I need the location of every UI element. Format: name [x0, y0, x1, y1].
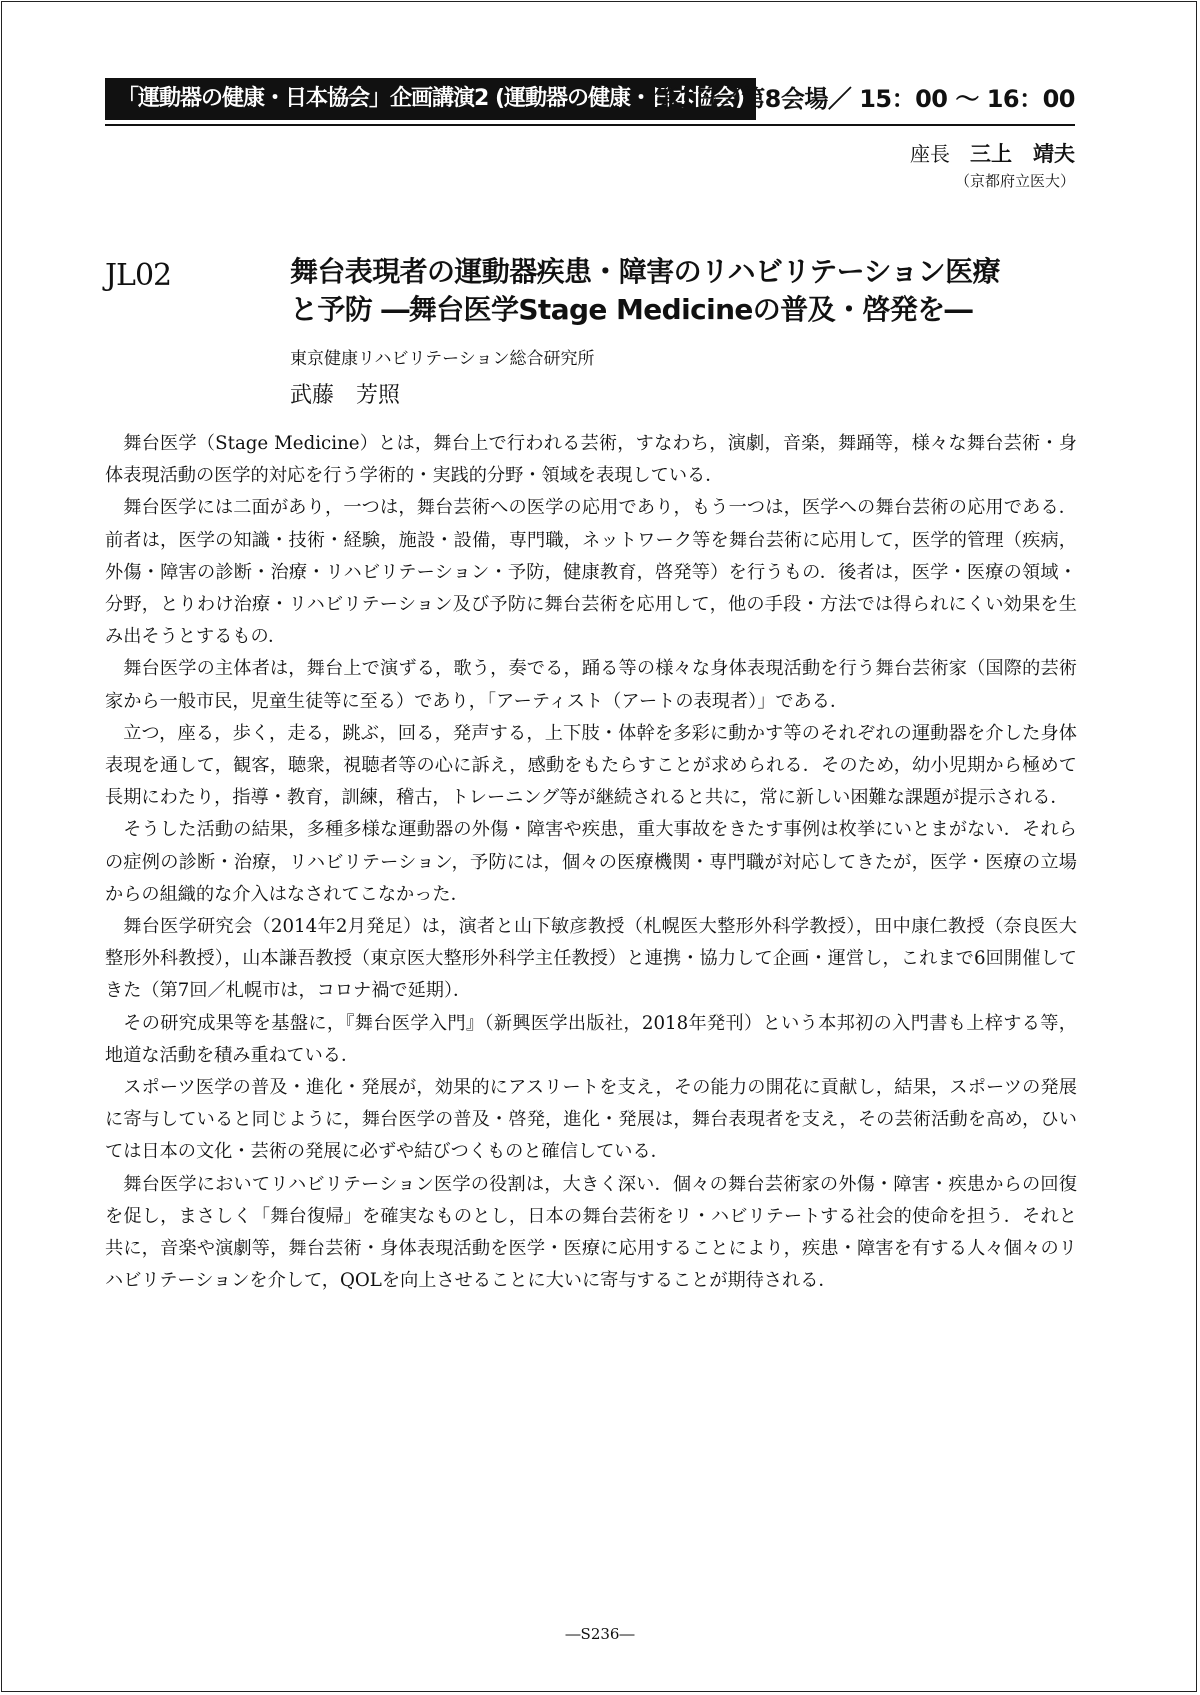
- lecture-title: [290, 253, 1080, 329]
- chair-line: [910, 138, 1075, 168]
- author-affiliation: 東京健康リハビリテーション総合研究所: [290, 349, 595, 369]
- body-paragraph: 舞台医学の主体者は，舞台上で演ずる，歌う，奏でる，踊る等の様々な身体表現活動を行う舞台芸術家（国際的芸術家から一般市民，児童生徒等に至る）であり，「アーティスト（アートの表現者）」である．: [105, 658, 1077, 712]
- session-info: 第1日／第8会場／ 15：00 ～ 16：00: [654, 85, 1075, 113]
- chair-name: 三上 靖夫: [970, 142, 1075, 166]
- body-paragraph: 舞台医学研究会（2014年2月発足）は，演者と山下敏彦教授（札幌医大整形外科学教授），田中康仁教授（奈良医大整形外科教授），山本謙吾教授（東京医大整形外科学主任教授）と連携・協力して企画・運営し，これまで6回開催してきた（第7回／札幌市は，コロナ禍で延期）．: [105, 916, 1077, 1002]
- lecture-title-line-2: と予防 ―舞台医学Stage Medicineの普及・啓発を―: [290, 293, 972, 326]
- lecture-title-line-1: 舞台表現者の運動器疾患・障害のリハビリテーション医療: [290, 255, 1000, 288]
- chair-affiliation: （京都府立医大）: [954, 172, 1075, 190]
- page-number: ―S236―: [565, 1625, 635, 1643]
- session-header: [105, 75, 1075, 126]
- lecture-id: JL02: [105, 258, 172, 293]
- chair-label: 座長: [910, 142, 950, 166]
- program-label: 「運動器の健康・日本協会」企画講演2 (運動器の健康・日本協会): [105, 78, 756, 120]
- abstract-body: [105, 428, 1077, 1297]
- body-paragraph: そうした活動の結果，多種多様な運動器の外傷・障害や疾患，重大事故をきたす事例は枚挙にいとまがない．それらの症例の診断・治療，リハビリテーション，予防には，個々の医療機関・専門職が対応してきたが，医学・医療の立場からの組織的な介入はなされてこなかった．: [105, 819, 1077, 905]
- body-paragraph: 立つ，座る，歩く，走る，跳ぶ，回る，発声する，上下肢・体幹を多彩に動かす等のそれぞれの運動器を介した身体表現を通して，観客，聴衆，視聴者等の心に訴え，感動をもたらすことが求められる．そのため，幼小児期から極めて長期にわたり，指導・教育，訓練，稽古，トレーニング等が継続されると共に，常に新しい困難な課題が提示される．: [105, 722, 1077, 809]
- body-paragraph: 舞台医学（Stage Medicine）とは，舞台上で行われる芸術，すなわち，演劇，音楽，舞踊等，様々な舞台芸術・身体表現活動の医学的対応を行う学術的・実践的分野・領域を表現している．: [105, 433, 1077, 487]
- author-name: 武藤 芳照: [290, 383, 401, 408]
- chair-block: [910, 138, 1075, 191]
- body-paragraph: 舞台医学においてリハビリテーション医学の役割は，大きく深い．個々の舞台芸術家の外傷・障害・疾患からの回復を促し，まさしく「舞台復帰」を確実なものとし，日本の舞台芸術をリ・ハビリテートする社会的使命を担う．それと共に，音楽や演劇等，舞台芸術・身体表現活動を医学・医療に応用することにより，疾患・障害を有する人々個々のリハビリテーションを介して，QOLを向上させることに大いに寄与することが期待される．: [105, 1173, 1077, 1292]
- body-paragraph: 舞台医学には二面があり，一つは，舞台芸術への医学の応用であり，もう一つは，医学への舞台芸術の応用である．前者は，医学の知識・技術・経験，施設・設備，専門職，ネットワーク等を舞台芸術に応用して，医学的管理（疾病，外傷・障害の診断・治療・リハビリテーション・予防，健康教育，啓発等）を行うもの．後者は，医学・医療の領域・分野，とりわけ治療・リハビリテーション及び予防に舞台芸術を応用して，他の手段・方法では得られにくい効果を生み出そうとするもの．: [105, 497, 1077, 648]
- body-paragraph: その研究成果等を基盤に，『舞台医学入門』（新興医学出版社，2018年発刊）という本邦初の入門書も上梓する等，地道な活動を積み重ねている．: [105, 1012, 1077, 1066]
- body-paragraph: スポーツ医学の普及・進化・発展が，効果的にアスリートを支え，その能力の開花に貢献し，結果，スポーツの発展に寄与していると同じように，舞台医学の普及・啓発，進化・発展は，舞台表現者を支え，その芸術活動を高め，ひいては日本の文化・芸術の発展に必ずや結びつくものと確信している．: [105, 1077, 1077, 1163]
